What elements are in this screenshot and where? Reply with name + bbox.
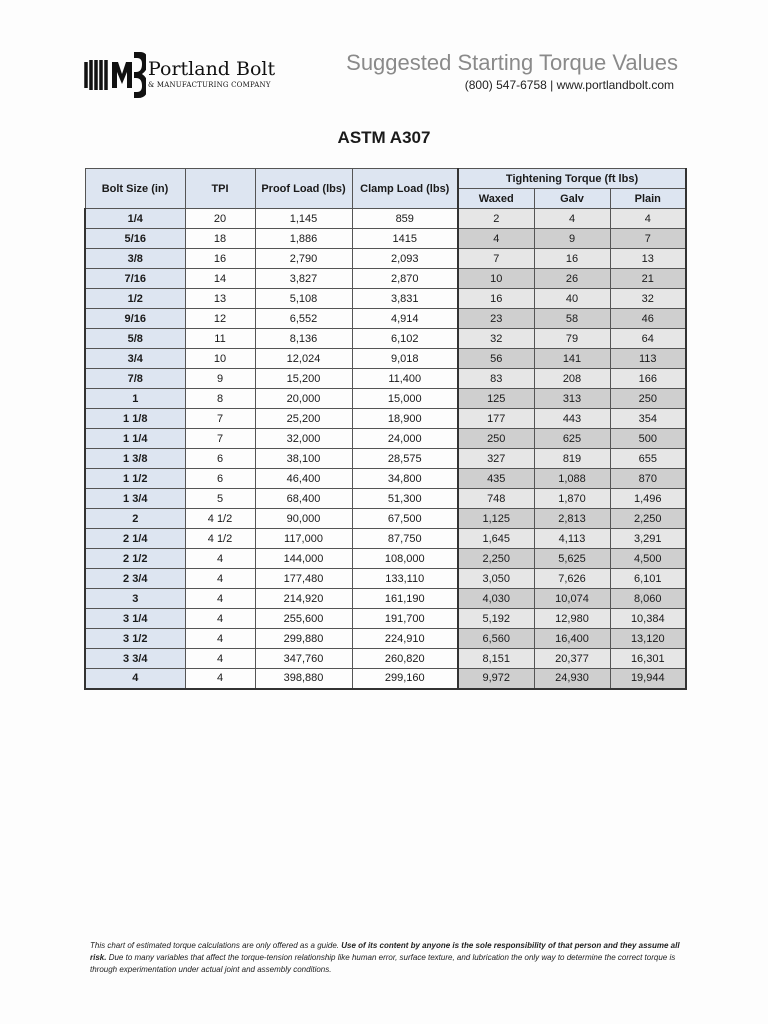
cell-proof-load: 299,880 [255,629,352,649]
cell-tpi: 4 [185,629,255,649]
cell-tpi: 6 [185,469,255,489]
cell-clamp-load: 191,700 [352,609,458,629]
header-tightening-torque: Tightening Torque (ft lbs) [458,169,686,189]
cell-bolt-size: 7/16 [85,269,185,289]
disclaimer-bold: Use of its content by anyone is the sole responsibility of that person and they assume all risk. [90,941,680,962]
cell-bolt-size: 2 1/2 [85,549,185,569]
cell-bolt-size: 3 3/4 [85,649,185,669]
cell-clamp-load: 51,300 [352,489,458,509]
cell-bolt-size: 1 3/4 [85,489,185,509]
cell-bolt-size: 3/8 [85,249,185,269]
cell-tpi: 14 [185,269,255,289]
cell-waxed: 16 [458,289,534,309]
cell-clamp-load: 87,750 [352,529,458,549]
table-row [85,609,686,629]
cell-waxed: 250 [458,429,534,449]
cell-plain: 113 [610,349,686,369]
table-row [85,469,686,489]
cell-waxed: 9,972 [458,669,534,689]
cell-clamp-load: 859 [352,209,458,229]
header-proof-load: Proof Load (lbs) [255,169,352,209]
cell-plain: 7 [610,229,686,249]
cell-proof-load: 15,200 [255,369,352,389]
cell-plain: 4 [610,209,686,229]
cell-waxed: 6,560 [458,629,534,649]
cell-proof-load: 8,136 [255,329,352,349]
cell-plain: 870 [610,469,686,489]
cell-bolt-size: 1 1/2 [85,469,185,489]
cell-plain: 3,291 [610,529,686,549]
cell-proof-load: 32,000 [255,429,352,449]
torque-table [84,168,687,690]
cell-bolt-size: 2 [85,509,185,529]
cell-tpi: 9 [185,369,255,389]
cell-waxed: 2 [458,209,534,229]
cell-clamp-load: 18,900 [352,409,458,429]
cell-galv: 1,870 [534,489,610,509]
cell-galv: 20,377 [534,649,610,669]
cell-plain: 500 [610,429,686,449]
cell-waxed: 3,050 [458,569,534,589]
cell-plain: 4,500 [610,549,686,569]
cell-clamp-load: 2,870 [352,269,458,289]
cell-bolt-size: 7/8 [85,369,185,389]
cell-bolt-size: 1 [85,389,185,409]
cell-tpi: 13 [185,289,255,309]
cell-proof-load: 5,108 [255,289,352,309]
cell-galv: 9 [534,229,610,249]
cell-bolt-size: 1 3/8 [85,449,185,469]
table-row [85,289,686,309]
cell-proof-load: 144,000 [255,549,352,569]
table-row [85,369,686,389]
table-row [85,329,686,349]
cell-clamp-load: 15,000 [352,389,458,409]
cell-clamp-load: 9,018 [352,349,458,369]
cell-tpi: 5 [185,489,255,509]
table-row [85,569,686,589]
cell-clamp-load: 34,800 [352,469,458,489]
table-row [85,349,686,369]
header-clamp-load: Clamp Load (lbs) [352,169,458,209]
cell-bolt-size: 4 [85,669,185,689]
disclaimer-rest: Due to many variables that affect the torque-tension relationship like human error, surface texture, and lubrication the only way to determine the correct torque is through experimentation under actual joint and assembly conditions. [90,953,676,974]
cell-tpi: 4 [185,569,255,589]
cell-tpi: 10 [185,349,255,369]
cell-proof-load: 347,760 [255,649,352,669]
cell-bolt-size: 3 1/4 [85,609,185,629]
cell-proof-load: 214,920 [255,589,352,609]
cell-clamp-load: 2,093 [352,249,458,269]
cell-tpi: 4 1/2 [185,529,255,549]
cell-waxed: 5,192 [458,609,534,629]
cell-waxed: 56 [458,349,534,369]
cell-galv: 16 [534,249,610,269]
cell-tpi: 4 [185,609,255,629]
cell-tpi: 4 1/2 [185,509,255,529]
cell-plain: 655 [610,449,686,469]
cell-tpi: 7 [185,409,255,429]
cell-plain: 10,384 [610,609,686,629]
cell-clamp-load: 260,820 [352,649,458,669]
cell-galv: 79 [534,329,610,349]
cell-tpi: 16 [185,249,255,269]
cell-clamp-load: 108,000 [352,549,458,569]
cell-plain: 46 [610,309,686,329]
brand-name: Portland Bolt [148,58,276,80]
cell-waxed: 23 [458,309,534,329]
cell-galv: 4,113 [534,529,610,549]
cell-bolt-size: 1/4 [85,209,185,229]
table-row [85,389,686,409]
cell-tpi: 4 [185,649,255,669]
cell-tpi: 6 [185,449,255,469]
header-waxed: Waxed [458,189,534,209]
cell-bolt-size: 2 1/4 [85,529,185,549]
cell-plain: 1,496 [610,489,686,509]
contact-info: (800) 547-6758 | www.portlandbolt.com [464,78,674,92]
cell-plain: 6,101 [610,569,686,589]
cell-plain: 2,250 [610,509,686,529]
header-tpi: TPI [185,169,255,209]
table-row [85,489,686,509]
table-row [85,629,686,649]
cell-galv: 16,400 [534,629,610,649]
table-row [85,429,686,449]
cell-plain: 13,120 [610,629,686,649]
table-row [85,649,686,669]
cell-tpi: 7 [185,429,255,449]
brand-subtitle: & MANUFACTURING COMPANY [148,81,271,89]
table-row [85,269,686,289]
cell-tpi: 18 [185,229,255,249]
cell-galv: 2,813 [534,509,610,529]
cell-proof-load: 20,000 [255,389,352,409]
cell-galv: 819 [534,449,610,469]
table-row [85,209,686,229]
table-row [85,249,686,269]
cell-clamp-load: 133,110 [352,569,458,589]
cell-clamp-load: 24,000 [352,429,458,449]
cell-clamp-load: 11,400 [352,369,458,389]
cell-proof-load: 117,000 [255,529,352,549]
cell-bolt-size: 5/8 [85,329,185,349]
cell-waxed: 125 [458,389,534,409]
cell-waxed: 4 [458,229,534,249]
table-title: ASTM A307 [337,128,431,147]
cell-bolt-size: 9/16 [85,309,185,329]
cell-proof-load: 46,400 [255,469,352,489]
table-row [85,589,686,609]
cell-galv: 141 [534,349,610,369]
cell-proof-load: 90,000 [255,509,352,529]
cell-waxed: 1,645 [458,529,534,549]
cell-plain: 8,060 [610,589,686,609]
cell-plain: 16,301 [610,649,686,669]
cell-plain: 19,944 [610,669,686,689]
cell-galv: 40 [534,289,610,309]
cell-tpi: 8 [185,389,255,409]
cell-proof-load: 255,600 [255,609,352,629]
cell-bolt-size: 3 1/2 [85,629,185,649]
cell-waxed: 8,151 [458,649,534,669]
cell-galv: 26 [534,269,610,289]
cell-clamp-load: 6,102 [352,329,458,349]
cell-clamp-load: 3,831 [352,289,458,309]
cell-bolt-size: 1 1/8 [85,409,185,429]
disclaimer [90,940,690,976]
cell-galv: 58 [534,309,610,329]
cell-tpi: 20 [185,209,255,229]
cell-waxed: 7 [458,249,534,269]
cell-waxed: 83 [458,369,534,389]
table-row [85,509,686,529]
cell-waxed: 177 [458,409,534,429]
cell-clamp-load: 161,190 [352,589,458,609]
cell-galv: 10,074 [534,589,610,609]
cell-waxed: 327 [458,449,534,469]
cell-proof-load: 2,790 [255,249,352,269]
cell-proof-load: 68,400 [255,489,352,509]
cell-waxed: 748 [458,489,534,509]
cell-waxed: 435 [458,469,534,489]
cell-bolt-size: 1/2 [85,289,185,309]
cell-proof-load: 25,200 [255,409,352,429]
portland-bolt-logo [82,50,282,100]
cell-plain: 21 [610,269,686,289]
cell-galv: 12,980 [534,609,610,629]
table-row [85,229,686,249]
cell-galv: 208 [534,369,610,389]
document-title: Suggested Starting Torque Values [346,50,678,75]
cell-bolt-size: 2 3/4 [85,569,185,589]
cell-bolt-size: 3 [85,589,185,609]
cell-proof-load: 1,145 [255,209,352,229]
cell-tpi: 11 [185,329,255,349]
header-galv: Galv [534,189,610,209]
cell-proof-load: 12,024 [255,349,352,369]
cell-clamp-load: 67,500 [352,509,458,529]
cell-clamp-load: 224,910 [352,629,458,649]
cell-plain: 250 [610,389,686,409]
torque-table-body [85,209,686,689]
cell-galv: 313 [534,389,610,409]
cell-galv: 5,625 [534,549,610,569]
cell-waxed: 1,125 [458,509,534,529]
table-row [85,669,686,689]
cell-galv: 24,930 [534,669,610,689]
cell-plain: 64 [610,329,686,349]
cell-galv: 443 [534,409,610,429]
cell-plain: 166 [610,369,686,389]
cell-plain: 32 [610,289,686,309]
cell-proof-load: 38,100 [255,449,352,469]
cell-galv: 625 [534,429,610,449]
cell-waxed: 2,250 [458,549,534,569]
cell-waxed: 10 [458,269,534,289]
disclaimer-lead: This chart of estimated torque calculations are only offered as a guide. [90,941,340,950]
table-row [85,309,686,329]
cell-waxed: 4,030 [458,589,534,609]
cell-galv: 4 [534,209,610,229]
cell-clamp-load: 299,160 [352,669,458,689]
cell-tpi: 4 [185,549,255,569]
cell-bolt-size: 3/4 [85,349,185,369]
cell-proof-load: 1,886 [255,229,352,249]
bolt-logo-icon [82,50,146,100]
cell-plain: 13 [610,249,686,269]
cell-plain: 354 [610,409,686,429]
cell-galv: 1,088 [534,469,610,489]
cell-tpi: 4 [185,669,255,689]
table-row [85,449,686,469]
cell-bolt-size: 5/16 [85,229,185,249]
cell-clamp-load: 28,575 [352,449,458,469]
cell-bolt-size: 1 1/4 [85,429,185,449]
header-plain: Plain [610,189,686,209]
table-row [85,549,686,569]
cell-proof-load: 3,827 [255,269,352,289]
header-bolt-size: Bolt Size (in) [85,169,185,209]
table-row [85,529,686,549]
cell-proof-load: 398,880 [255,669,352,689]
cell-galv: 7,626 [534,569,610,589]
cell-waxed: 32 [458,329,534,349]
cell-proof-load: 6,552 [255,309,352,329]
cell-tpi: 4 [185,589,255,609]
cell-clamp-load: 4,914 [352,309,458,329]
table-row [85,409,686,429]
cell-tpi: 12 [185,309,255,329]
cell-clamp-load: 1415 [352,229,458,249]
cell-proof-load: 177,480 [255,569,352,589]
